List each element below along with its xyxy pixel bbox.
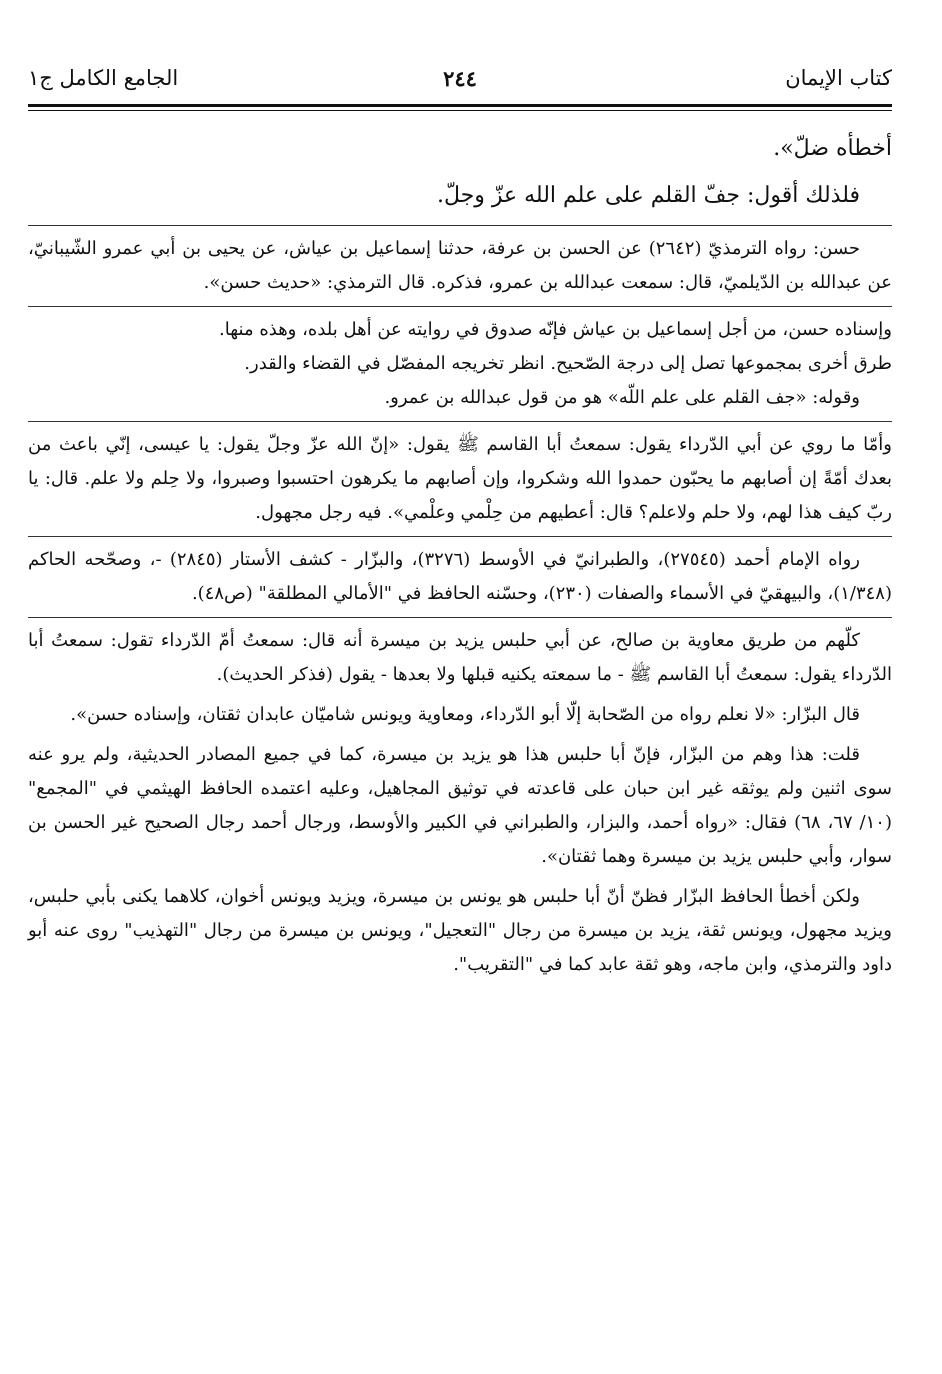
note-divider: [28, 536, 892, 537]
page-number: ٢٤٤: [443, 66, 477, 91]
book-page: [28, 60, 892, 982]
note-divider: [28, 421, 892, 422]
note-paragraph: حسن: رواه الترمذيّ (٢٦٤٢) عن الحسن بن عرفة، حدثنا إسماعيل بن عياش، عن يحيى بن أبي عمرو الشّيبانيّ، عن عبدالله بن الدّيلميّ، قال: سمعت عبدالله بن عمرو، فذكره. قال الترمذي: «حديث حسن».: [28, 238, 892, 293]
header-rule: [28, 104, 892, 111]
page-header: [28, 60, 892, 104]
note-paragraph: كلّهم من طريق معاوية بن صالح، عن أبي حلبس يزيد بن ميسرة أنه قال: سمعتُ أمّ الدّرداء تقول: سمعتُ أبا الدّرداء يقول: سمعتُ أبا القاسم ﷺ - ما سمعته يكنيه قبلها ولا بعدها - يقول (فذكر الحديث).: [28, 630, 892, 685]
note-paragraph: رواه الإمام أحمد (٢٧٥٤٥)، والطبرانيّ في الأوسط (٣٢٧٦)، والبزّار - كشف الأستار (٢٨٤٥) -، وصحّحه الحاكم (١/٣٤٨)، والبيهقيّ في الأسماء والصفات (٢٣٠)، وحسّنه الحافظ في "الأمالي المطلقة" (ص٤٨).: [28, 549, 892, 604]
main-text-line: فلذلك أقول: جفّ القلم على علم الله عزّ وجلّ.: [436, 183, 860, 208]
notes-divider: [28, 225, 892, 226]
note-paragraph: وقوله: «جف القلم على علم اللّه» هو من قول عبدالله بن عمرو.: [384, 387, 860, 408]
note-paragraph: قال البزّار: «لا نعلم رواه من الصّحابة إلّا أبو الدّرداء، ومعاوية ويونس شاميّان عابدان ثقتان، وإسناده حسن».: [70, 704, 860, 725]
note-paragraph: وأمّا ما روي عن أبي الدّرداء يقول: سمعتُ أبا القاسم ﷺ يقول: «إنّ الله عزّ وجلّ يقول: يا عيسى، إنّي باعث من بعدك أمّةً إن أصابهم ما يحبّون حمدوا الله وشكروا، وإن أصابهم ما يكرهون احتسبوا وصبروا، ولا حِلم ولا علم. قال: يا ربّ كيف هذا لهم، ولا حلم ولاعلم؟ قال: أعطيهم من حِلْمي وعلْمي». فيه رجل مجهول.: [28, 434, 892, 523]
note-divider: [28, 306, 892, 307]
volume-label: الجامع الكامل ج١: [28, 66, 179, 90]
note-paragraph: قلت: هذا وهم من البزّار، فإنّ أبا حلبس هذا هو يزيد بن ميسرة، كما في جميع المصادر الحديثية، ولم يرو عنه سوى اثنين ولم يوثقه غير ابن حبان على قاعدته في توثيق المجاهيل، وعليه اعتمده الحافظ الهيثمي في "المجمع" (١٠/ ٦٧، ٦٨) فقال: «رواه أحمد، والبزار، والطبراني في الكبير والأوسط، ورجال أحمد رجال الصحيح غير الحسن بن سوار، وأبي حلبس يزيد بن ميسرة وهما ثقتان».: [28, 744, 893, 867]
note-divider: [28, 617, 892, 618]
note-paragraph: ولكن أخطأ الحافظ البزّار فظنّ أنّ أبا حلبس هو يونس بن ميسرة، ويزيد ويونس أخوان، كلاهما يكنى بأبي حلبس، ويزيد مجهول، ويونس ثقة، يزيد بن ميسرة من رجال "التعجيل"، ويونس بن ميسرة من رجال "التهذيب" روى عنه أبو داود والترمذي، وابن ماجه، وهو ثقة عابد كما في "التقريب".: [28, 886, 892, 975]
book-title: كتاب الإيمان: [785, 66, 892, 90]
note-paragraph: وإسناده حسن، من أجل إسماعيل بن عياش فإنّه صدوق في روايته عن أهل بلده، وهذه منها.: [219, 319, 892, 340]
note-paragraph: طرق أخرى بمجموعها تصل إلى درجة الصّحيح. انظر تخريجه المفصّل في القضاء والقدر.: [244, 353, 892, 374]
main-text-line: أخطأه ضلّ».: [773, 136, 892, 161]
